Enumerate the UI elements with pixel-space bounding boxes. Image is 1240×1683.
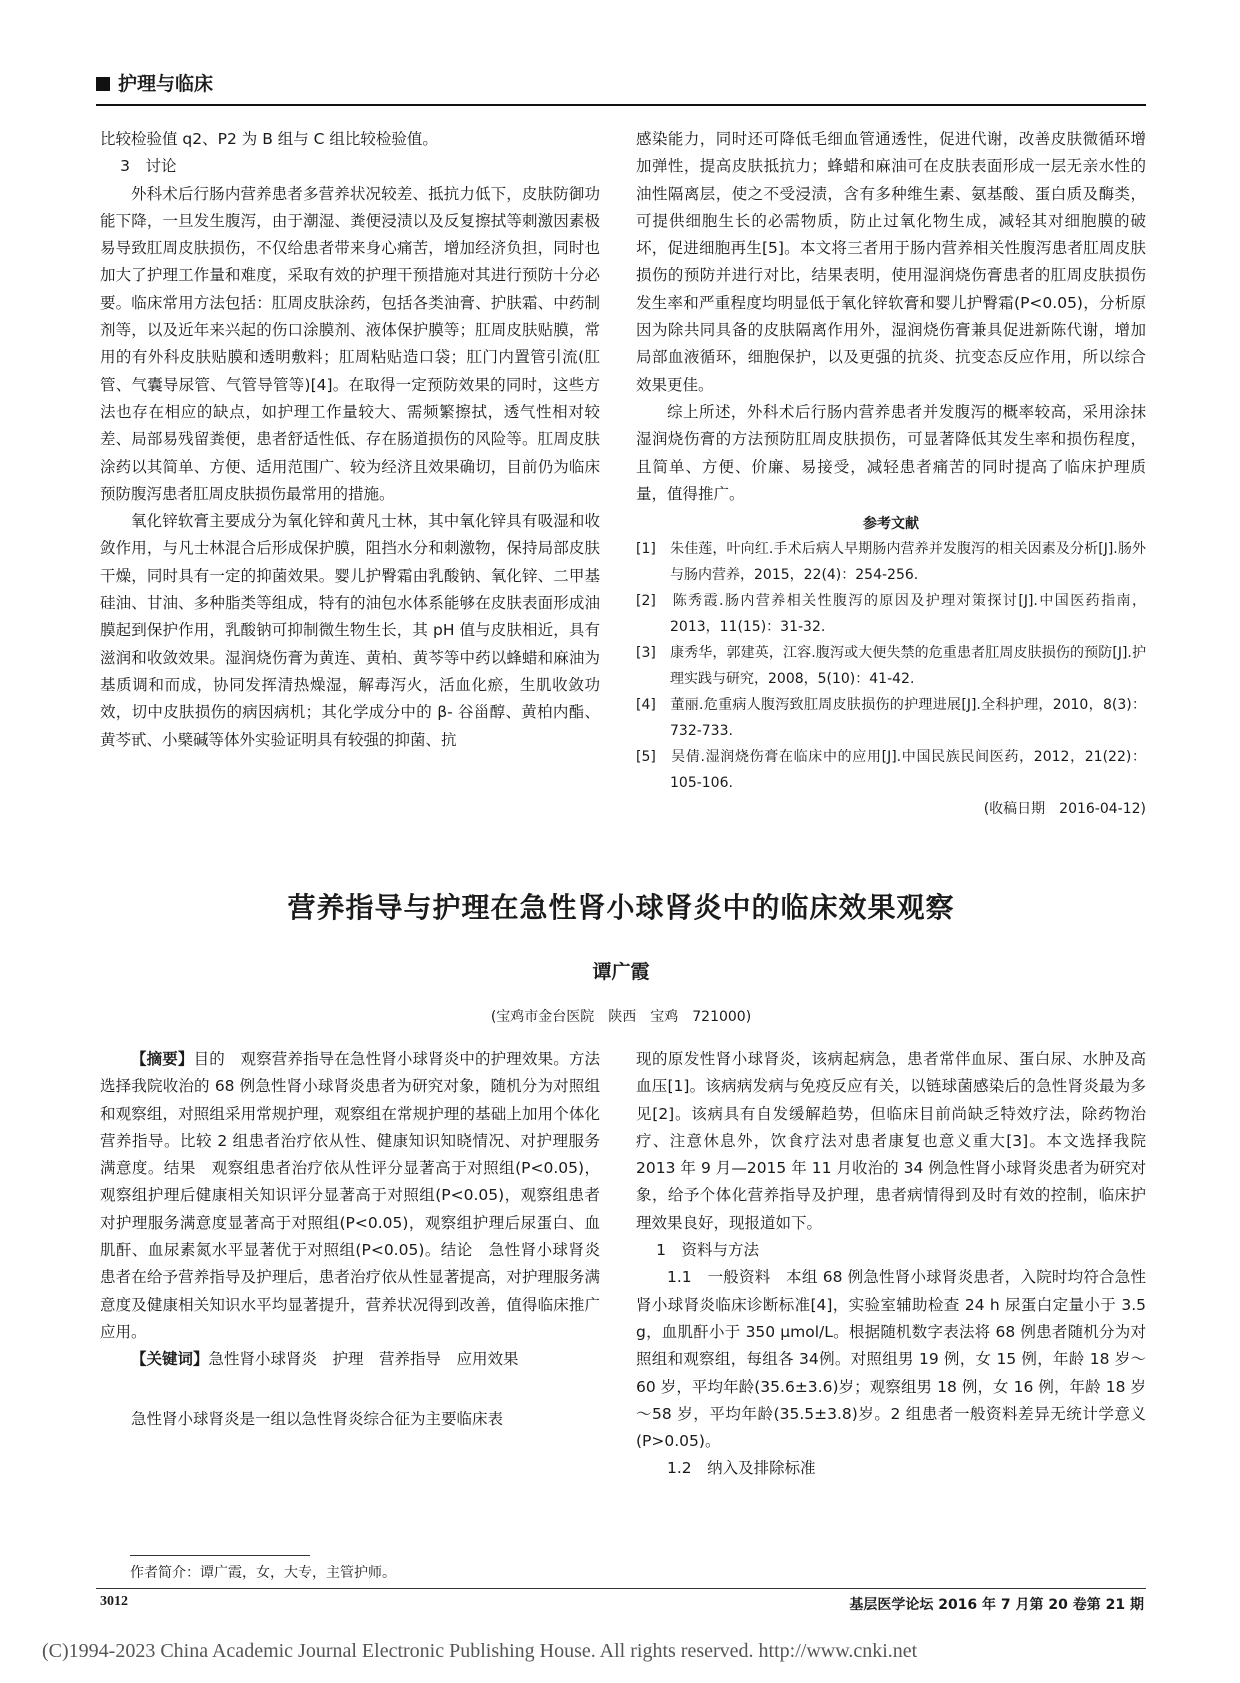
reference-item: [4] 董丽.危重病人腹泻致肛周皮肤损伤的护理进展[J].全科护理，2010，8(3)：732-733. [636,697,1146,740]
prev-article-left-column [100,126,600,754]
header-rule [96,104,1146,106]
paragraph: 氧化锌软膏主要成分为氧化锌和黄凡士林，其中氧化锌具有吸湿和收敛作用，与凡士林混合后形成保护膜，阻挡水分和刺激物，保持局部皮肤干燥，同时具有一定的抑菌效果。婴儿护臀霜由乳酸钠、氧化锌、二甲基硅油、甘油、多种脂类等组成，特有的油包水体系能够在皮肤表面形成油膜起到保护作用，乳酸钠可抑制微生物生长，其 pH 值与皮肤相近，具有滋润和收敛效果。湿润烧伤膏为黄连、黄柏、黄芩等中药以蜂蜡和麻油为基质调和而成，协同发挥清热燥湿，解毒泻火，活血化瘀，生肌收敛功效，切中皮肤损伤的病因病机；其化学成分中的 β- 谷甾醇、黄柏内酯、黄芩甙、小檗碱等体外实验证明具有较强的抑菌、抗 [100,512,600,749]
reference-item: [3] 康秀华，郭建英，江容.腹泻或大便失禁的危重患者肛周皮肤损伤的预防[J].护理实践与研究，2008，5(10)：41-42. [636,645,1146,688]
abstract-label: 【摘要】 [131,1050,194,1068]
article-affiliation: (宝鸡市金台医院 陕西 宝鸡 721000) [490,1009,752,1025]
reference-item: [2] 陈秀霞.肠内营养相关性腹泻的原因及护理对策探讨[J].中国医药指南，2013，11(15)：31-32. [636,593,1146,636]
article-left-column [100,1046,616,1433]
abstract [100,1046,616,1346]
article-right-column [636,1046,1146,1483]
paragraph: 比较检验值 q2、P2 为 B 组与 C 组比较检验值。 [100,130,438,148]
article-title: 营养指导与护理在急性肾小球肾炎中的临床效果观察 [287,891,955,924]
references-title: 参考文献 [863,516,919,533]
reference-item: [5] 吴倩.湿润烧伤膏在临床中的应用[J].中国民族民间医药，2012，21(22)：105-106. [636,749,1146,792]
article-author: 谭广霞 [592,961,650,983]
received-date: (收稿日期 2016-04-12) [983,801,1146,818]
footer-rule [96,1588,1146,1589]
copyright-notice: (C)1994-2023 China Academic Journal Electronic Publishing House. All rights reserved. http://www.cnki.net [42,1640,918,1662]
intro-paragraph: 急性肾小球肾炎是一组以急性肾炎综合征为主要临床表 [131,1409,504,1428]
abstract-text: 目的 观察营养指导在急性肾小球肾炎中的护理效果。方法 选择我院收治的 68 例急性肾小球肾炎患者为研究对象，随机分为对照组和观察组，对照组采用常规护理，观察组在常规护理的基础上加用个体化营养指导。比较 2 组患者治疗依从性、健康知识知晓情况、对护理服务满意度。结果 观察组患者治疗依从性评分显著高于对照组(P<0.05)，观察组护理后健康相关知识评分显著高于对照组(P<0.05)，观察组患者对护理服务满意度显著高于对照组(P<0.05)，观察组护理后尿蛋白、血肌酐、血尿素氮水平显著优于对照组(P<0.05)。结论 急性肾小球肾炎患者在给予营养指导及护理后，患者治疗依从性显著提高，对护理服务满意度及健康相关知识水平均显著提升，营养状况得到改善，值得临床推广应用。 [100,1050,616,1341]
header-square-marker [96,77,110,91]
footnote-rule [130,1555,310,1556]
keywords [100,1346,600,1373]
section-heading: 3 讨论 [120,157,177,176]
references-list [636,536,1146,796]
keywords-label: 【关键词】 [131,1350,209,1369]
running-header [96,70,1146,110]
section-gap [100,1374,600,1406]
section-title: 护理与临床 [118,73,214,95]
paragraph: 综上所述，外科术后行肠内营养患者并发腹泻的概率较高，采用涂抹湿润烧伤膏的方法预防肛周皮肤损伤，可显著降低其发生率和损伤程度，且简单、方便、价廉、易接受，减轻患者痛苦的同时提高了临床护理质量，值得推广。 [636,402,1146,503]
paragraph: 1.1 一般资料 本组 68 例急性肾小球肾炎患者，入院时均符合急性肾小球肾炎临床诊断标准[4]，实验室辅助检查 24 h 尿蛋白定量小于 3.5 g，血肌酐小于 350 μmol/L。根据随机数字表法将 68 例患者随机分为对照组和观察组，每组各 34例。对照组男 19 例，女 15 例，年龄 18 岁～60 岁，平均年龄(35.6±3.6)岁；观察组男 18 例，女 16 例，年龄 18 岁～58 岁，平均年龄(35.5±3.8)岁。2 组患者一般资料差异无统计学意义(P>0.05)。 [636,1268,1146,1451]
page-number: 3012 [100,1594,128,1609]
prev-article-right-column [636,126,1146,822]
paragraph: 1.2 纳入及排除标准 [667,1459,816,1478]
author-footnote: 作者简介：谭广霞，女，大专，主管护师。 [130,1565,396,1581]
paragraph: 外科术后行肠内营养患者多营养状况较差、抵抗力低下，皮肤防御功能下降，一旦发生腹泻，由于潮湿、粪便浸渍以及反复擦拭等刺激因素极易导致肛周皮肤损伤，不仅给患者带来身心痛苦，增加经济负担，同时也加大了护理工作量和难度，采取有效的护理干预措施对其进行预防十分必要。临床常用方法包括：肛周皮肤涂药，包括各类油膏、护肤霜、中药制剂等，以及近年来兴起的伤口涂膜剂、液体保护膜等；肛周皮肤贴膜，常用的有外科皮肤贴膜和透明敷料；肛周粘贴造口袋；肛门内置管引流(肛管、气囊导尿管、气管导管等)[4]。在取得一定预防效果的同时，这些方法也存在相应的缺点，如护理工作量较大、需频繁擦拭，透气性相对较差、局部易残留粪便，患者舒适性低、存在肠道损伤的风险等。肛周皮肤涂药以其简单、方便、适用范围广、较为经济且效果确切，目前仍为临床预防腹泻患者肛周皮肤损伤最常用的措施。 [100,184,600,503]
paragraph: 现的原发性肾小球肾炎，该病起病急，患者常伴血尿、蛋白尿、水肿及高血压[1]。该病病发病与免疫反应有关，以链球菌感染后的急性肾炎最为多见[2]。该病具有自发缓解趋势，但临床目前尚缺乏特效疗法，除药物治疗、注意休息外，饮食疗法对患者康复也意义重大[3]。本文选择我院 2013 年 9 月—2015 年 11 月收治的 34 例急性肾小球肾炎患者为研究对象，给予个体化营养指导及护理，患者病情得到及时有效的控制，临床护理效果良好，现报道如下。 [636,1050,1146,1232]
prev-article-right-body [636,126,1146,508]
paragraph: 感染能力，同时还可降低毛细血管通透性，促进代谢，改善皮肤微循环增加弹性，提高皮肤抵抗力；蜂蜡和麻油可在皮肤表面形成一层无亲水性的油性隔离层，使之不受浸渍，含有多种维生素、氨基酸、蛋白质及酶类，可提供细胞生长的必需物质，防止过氧化物生成，减轻其对细胞膜的破坏，促进细胞再生[5]。本文将三者用于肠内营养相关性腹泻患者肛周皮肤损伤的预防并进行对比，结果表明，使用湿润烧伤膏患者的肛周皮肤损伤发生率和严重程度均明显低于氧化锌软膏和婴儿护臀霜(P<0.05)，分析原因为除共同具备的皮肤隔离作用外，湿润烧伤膏兼具促进新陈代谢，增加局部血液循环，细胞保护，以及更强的抗炎、抗变态反应作用，所以综合效果更佳。 [636,130,1146,394]
section-heading: 1 资料与方法 [656,1241,760,1260]
reference-item: [1] 朱佳莲，叶向红.手术后病人早期肠内营养并发腹泻的相关因素及分析[J].肠外与肠内营养，2015，22(4)：254-256. [636,541,1146,584]
journal-info: 基层医学论坛 2016 年 7 月第 20 卷第 21 期 [849,1597,1144,1613]
keywords-text: 急性肾小球肾炎 护理 营养指导 应用效果 [208,1350,519,1369]
